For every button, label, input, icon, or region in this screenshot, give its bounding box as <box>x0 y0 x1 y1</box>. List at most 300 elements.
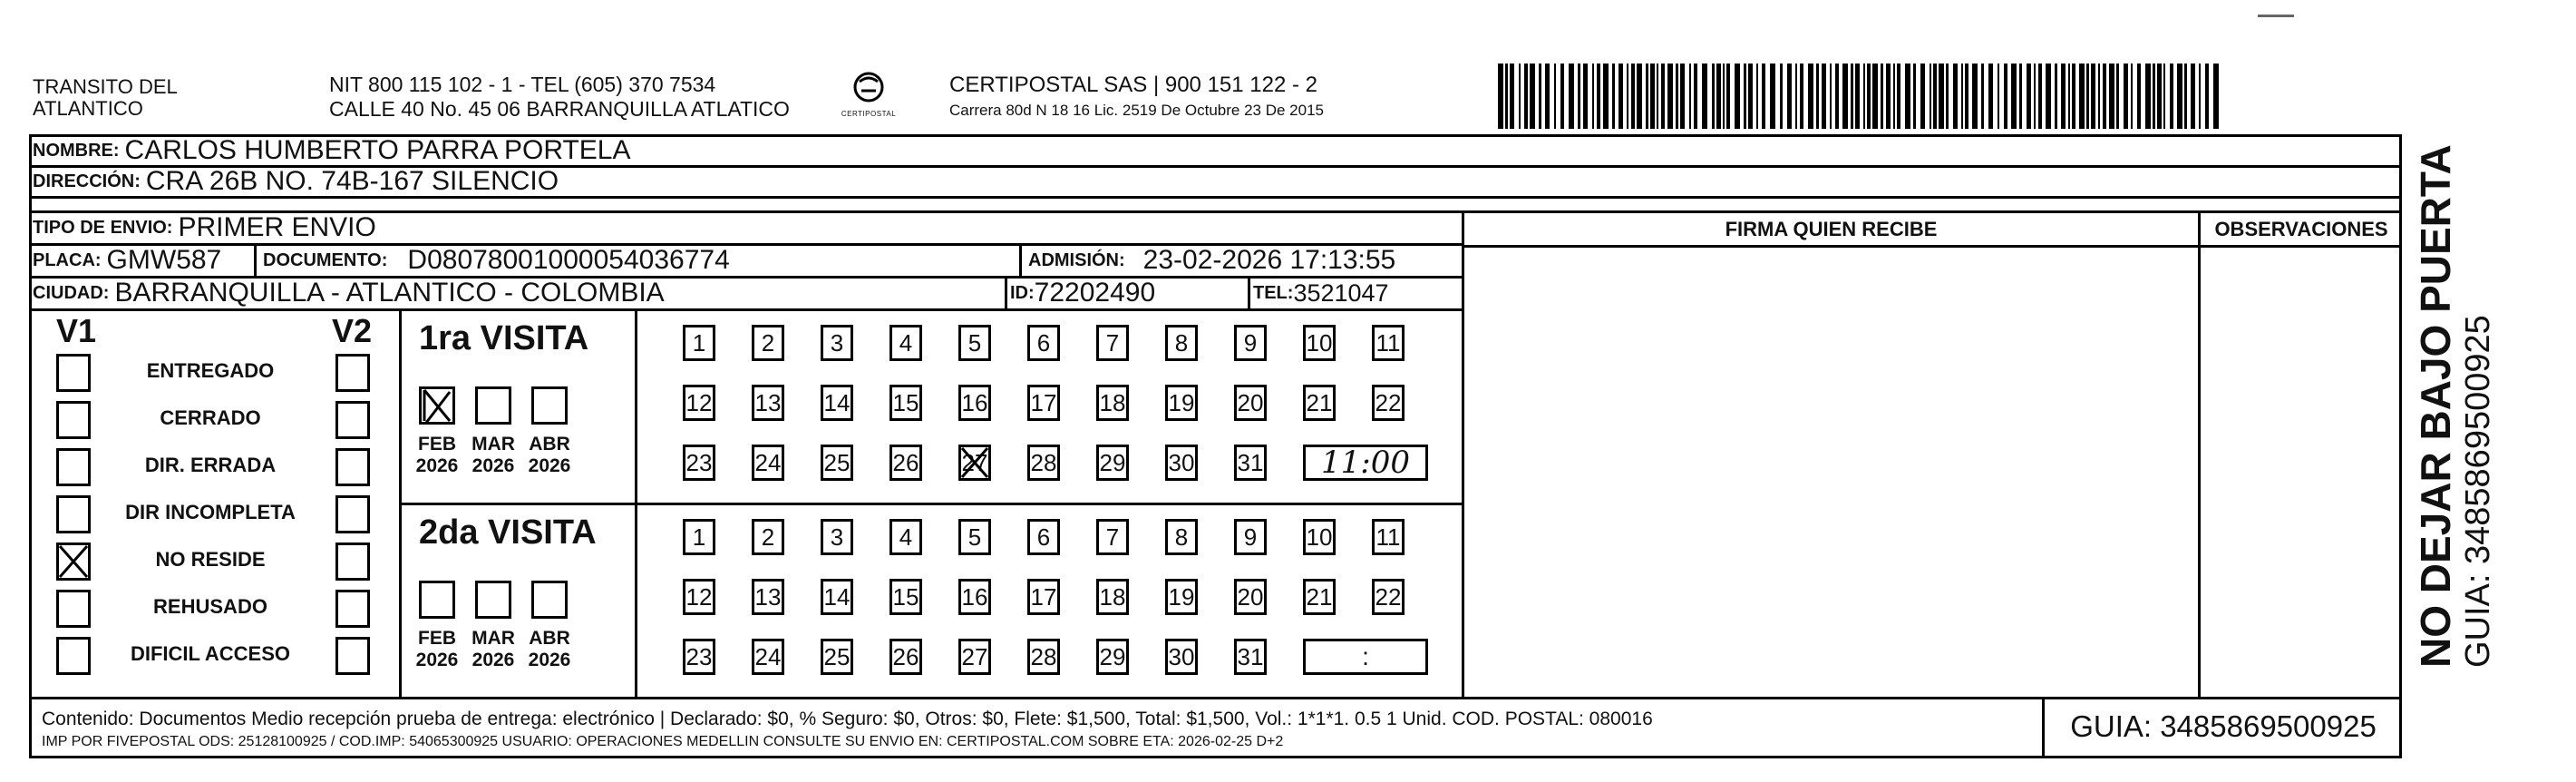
observaciones-area[interactable] <box>2202 249 2400 695</box>
barcode-bar <box>2034 64 2036 129</box>
time-value: 11:00 <box>1321 445 1410 481</box>
day-number: 20 <box>1237 388 1264 416</box>
status-label: ENTREGADO <box>146 359 275 382</box>
month-year: 2026 <box>528 650 571 670</box>
day-box[interactable] <box>1096 325 1129 361</box>
footer-content <box>42 708 1653 753</box>
v1-checkbox[interactable] <box>56 401 91 439</box>
day-box[interactable] <box>752 325 784 361</box>
day-box[interactable] <box>889 639 922 675</box>
barcode-bar <box>1872 64 1878 129</box>
day-number: 23 <box>685 448 713 476</box>
ciudad-row <box>33 278 665 308</box>
tipo-envio-label: TIPO DE ENVIO: <box>33 217 173 238</box>
barcode-bar <box>1619 64 1623 129</box>
barcode-bar <box>1981 64 1984 129</box>
day-number: 1 <box>692 328 706 357</box>
firma-area[interactable] <box>1465 249 2196 695</box>
day-box[interactable] <box>1027 519 1060 555</box>
day-number: 28 <box>1030 448 1057 476</box>
day-box[interactable] <box>683 639 715 675</box>
barcode-bar <box>2177 64 2182 129</box>
barcode-bar <box>1646 64 1648 129</box>
day-number: 27 <box>961 642 988 670</box>
day-number: 6 <box>1036 523 1051 551</box>
barcode-bar <box>1972 64 1978 129</box>
placa-label: PLACA: <box>33 249 102 270</box>
day-box[interactable] <box>1165 639 1198 675</box>
day-box[interactable] <box>1096 579 1129 615</box>
barcode-bar <box>1816 64 1819 129</box>
day-box[interactable] <box>683 519 715 555</box>
day-number: 8 <box>1174 328 1189 357</box>
day-number: 5 <box>967 523 982 551</box>
visit-title: 2da VISITA <box>419 513 597 552</box>
v1-checkbox[interactable] <box>56 495 91 533</box>
day-box[interactable] <box>1303 519 1336 555</box>
barcode-bar <box>1905 64 1910 129</box>
firma-column-border <box>1462 210 1464 697</box>
month-year: 2026 <box>471 455 515 476</box>
day-box[interactable] <box>1027 325 1060 361</box>
day-number: 28 <box>1030 642 1057 670</box>
day-box[interactable] <box>821 579 853 615</box>
v1-checkbox[interactable] <box>56 448 91 486</box>
nombre-row <box>33 136 630 165</box>
barcode-bar <box>2061 64 2066 129</box>
time-box[interactable] <box>1303 445 1428 481</box>
barcode-bar <box>2055 64 2057 129</box>
day-box[interactable] <box>889 445 922 481</box>
footer-line1: Contenido: Documentos Medio recepción prueba de entrega: electrónico | Declarado: $0, % Seguro: $0, Otros: $0, Flete: $1,500, Total: $1,500, Vol.: 1*1*1. 0.5 1 Unid. COD. POSTAL: 080016 <box>42 709 1653 729</box>
day-box[interactable] <box>958 385 991 421</box>
side-warning: NO DEJAR BAJO PUERTA <box>2412 144 2459 668</box>
day-number: 15 <box>892 388 919 416</box>
day-box[interactable] <box>752 579 784 615</box>
v2-checkbox[interactable] <box>335 401 370 439</box>
cell-divider <box>1019 245 1022 276</box>
tel-value: 3521047 <box>1293 279 1389 307</box>
day-number: 4 <box>899 328 913 357</box>
day-box[interactable] <box>683 385 715 421</box>
day-box[interactable] <box>1027 385 1060 421</box>
observaciones-header: OBSERVACIONES <box>2214 218 2388 240</box>
day-box[interactable] <box>1096 639 1129 675</box>
barcode-bar <box>1830 64 1832 129</box>
day-box[interactable] <box>1372 519 1405 555</box>
day-number: 25 <box>823 448 851 476</box>
month-checkbox[interactable] <box>419 386 455 425</box>
day-number: 19 <box>1168 388 1195 416</box>
day-number: 27 <box>961 448 988 476</box>
barcode-bar <box>2163 64 2165 129</box>
day-box[interactable] <box>1027 639 1060 675</box>
ciudad-value: BARRANQUILLA - ATLANTICO - COLOMBIA <box>114 278 665 308</box>
day-number: 19 <box>1168 582 1195 611</box>
v2-checkbox[interactable] <box>335 495 370 533</box>
barcode-bar <box>1657 64 1658 129</box>
day-box[interactable] <box>1303 385 1336 421</box>
day-number: 2 <box>761 328 775 357</box>
day-number: 8 <box>1174 523 1189 551</box>
month-label <box>522 434 577 477</box>
day-number: 13 <box>754 388 782 416</box>
cross-mark-icon <box>958 445 991 481</box>
day-box[interactable] <box>683 325 715 361</box>
day-box[interactable] <box>1096 519 1129 555</box>
day-box[interactable] <box>1372 385 1405 421</box>
barcode-bar <box>1545 64 1550 129</box>
barcode-bar <box>2184 64 2187 129</box>
day-number: 3 <box>830 523 844 551</box>
barcode-bar <box>1780 64 1783 129</box>
nombre-value: CARLOS HUMBERTO PARRA PORTELA <box>124 135 631 165</box>
time-value: : <box>1362 642 1369 670</box>
address-line: CALLE 40 No. 45 06 BARRANQUILLA ATLATICO <box>329 97 790 121</box>
status-label: DIR INCOMPLETA <box>125 501 296 523</box>
barcode-bar <box>1689 64 1691 129</box>
status-label: DIR. ERRADA <box>144 454 277 476</box>
barcode-bar <box>1808 64 1813 129</box>
barcode-bar <box>1637 64 1642 129</box>
month-year: 2026 <box>471 650 515 670</box>
side-text <box>2412 123 2503 668</box>
barcode-bar <box>1920 64 1925 129</box>
day-number: 26 <box>892 642 919 670</box>
day-number: 17 <box>1030 388 1057 416</box>
day-number: 21 <box>1306 388 1333 416</box>
day-number: 6 <box>1036 328 1051 357</box>
company-line: CERTIPOSTAL SAS | 900 151 122 - 2 <box>949 73 1317 97</box>
visit-divider <box>399 503 1462 505</box>
barcode-bar <box>2068 64 2070 129</box>
barcode-bar <box>1988 64 1993 129</box>
barcode-bar <box>1855 64 1860 129</box>
barcode-bar <box>1680 64 1685 129</box>
barcode-bar <box>1744 64 1746 129</box>
barcode-bar <box>2027 64 2031 129</box>
day-box[interactable] <box>1165 445 1198 481</box>
day-box[interactable] <box>1096 385 1129 421</box>
day-box[interactable] <box>1234 639 1267 675</box>
direccion-row <box>33 168 559 195</box>
day-box[interactable] <box>683 445 715 481</box>
day-box[interactable] <box>1096 445 1129 481</box>
day-box[interactable] <box>958 639 991 675</box>
barcode-bar <box>1667 64 1673 129</box>
day-box[interactable] <box>889 385 922 421</box>
day-number: 24 <box>754 642 782 670</box>
cell-divider <box>254 245 257 276</box>
barcode-bar <box>2086 64 2089 129</box>
placa-row <box>33 245 221 276</box>
day-number: 31 <box>1237 642 1264 670</box>
day-number: 10 <box>1306 523 1333 551</box>
day-number: 7 <box>1105 328 1120 357</box>
day-number: 21 <box>1306 582 1333 611</box>
barcode-bar <box>1716 64 1721 129</box>
month-year: 2026 <box>415 455 459 476</box>
day-box[interactable] <box>958 579 991 615</box>
barcode-bar <box>2046 64 2051 129</box>
barcode-bar <box>2213 64 2219 129</box>
barcode-bar <box>1867 64 1871 129</box>
month-year: 2026 <box>528 455 571 476</box>
side-guia: GUIA: 3485869500925 <box>2459 315 2497 668</box>
day-box[interactable] <box>1027 445 1060 481</box>
barcode-bar <box>1946 64 1949 129</box>
day-number: 22 <box>1375 582 1402 611</box>
month-label <box>410 434 464 477</box>
barcode-bar <box>2103 64 2106 129</box>
barcode-bar <box>2109 64 2114 129</box>
day-box[interactable] <box>1234 579 1267 615</box>
barcode-bar <box>1735 64 1740 129</box>
day-box[interactable] <box>1165 519 1198 555</box>
day-box[interactable] <box>958 325 991 361</box>
barcode-bar <box>2116 64 2119 129</box>
v1-checkbox[interactable] <box>56 590 91 628</box>
day-number: 9 <box>1243 523 1258 551</box>
day-number: 14 <box>823 388 851 416</box>
day-number: 29 <box>1099 448 1126 476</box>
barcode-bar <box>1597 64 1600 129</box>
org-contact <box>329 73 790 122</box>
v1-checkbox[interactable] <box>56 637 91 675</box>
day-box[interactable] <box>821 519 853 555</box>
month-checkbox[interactable] <box>531 581 568 619</box>
v2-label: V2 <box>332 312 373 349</box>
barcode-bar <box>1519 64 1521 129</box>
logo-caption: CERTIPOSTAL <box>841 110 897 118</box>
month-label <box>466 434 520 477</box>
barcode <box>1498 64 2226 129</box>
tipo-envio-row <box>33 212 376 243</box>
check-mark-icon <box>419 386 455 425</box>
day-number: 17 <box>1030 582 1057 611</box>
barcode-bar <box>2131 64 2133 129</box>
tel-cell <box>1253 278 1389 308</box>
day-number: 10 <box>1306 328 1333 357</box>
v1-checkbox[interactable] <box>56 543 91 581</box>
day-number: 11 <box>1375 328 1401 357</box>
v2-checkbox[interactable] <box>335 590 370 628</box>
barcode-bar <box>2079 64 2085 129</box>
direccion-label: DIRECCIÓN: <box>33 171 141 191</box>
row-divider <box>29 210 2402 213</box>
month-checkbox[interactable] <box>475 386 511 425</box>
admision-label: ADMISIÓN: <box>1028 249 1125 270</box>
barcode-bar <box>2157 64 2162 129</box>
day-number: 18 <box>1099 582 1126 611</box>
month-name: MAR <box>471 434 515 455</box>
day-box[interactable] <box>1027 579 1060 615</box>
cell-divider <box>1248 278 1250 308</box>
day-number: 16 <box>961 388 988 416</box>
barcode-bar <box>1756 64 1758 129</box>
month-label <box>466 628 520 671</box>
v2-checkbox[interactable] <box>335 543 370 581</box>
day-box[interactable] <box>1165 579 1198 615</box>
day-box[interactable] <box>1372 325 1405 361</box>
barcode-bar <box>1583 64 1588 129</box>
day-box[interactable] <box>1234 519 1267 555</box>
barcode-bar <box>1770 64 1775 129</box>
day-box[interactable] <box>1234 445 1267 481</box>
barcode-bar <box>1726 64 1730 129</box>
barcode-bar <box>1694 64 1697 129</box>
barcode-bar <box>2170 64 2173 129</box>
observaciones-column-border <box>2198 210 2201 697</box>
v2-checkbox[interactable] <box>335 637 370 675</box>
day-number: 23 <box>685 642 713 670</box>
barcode-bar <box>2098 64 2100 129</box>
barcode-bar <box>1961 64 1963 129</box>
month-name: ABR <box>529 628 570 649</box>
day-number: 1 <box>692 523 706 551</box>
admision-cell <box>1028 245 1395 276</box>
barcode-bar <box>1592 64 1594 129</box>
day-box[interactable] <box>889 579 922 615</box>
barcode-bar <box>2004 64 2007 129</box>
barcode-bar <box>1712 64 1715 129</box>
v2-checkbox[interactable] <box>335 354 370 392</box>
admision-value: 23-02-2026 17:13:55 <box>1142 245 1396 275</box>
day-box[interactable] <box>821 385 853 421</box>
status-label: NO RESIDE <box>155 548 266 571</box>
month-checkbox[interactable] <box>475 581 511 619</box>
visit-title: 1ra VISITA <box>419 319 589 357</box>
barcode-bar <box>1612 64 1615 129</box>
footer-divider <box>29 697 2402 699</box>
month-label <box>410 628 464 671</box>
day-box[interactable] <box>752 639 784 675</box>
day-number: 4 <box>899 523 913 551</box>
barcode-bar <box>2205 64 2209 129</box>
documento-label: DOCUMENTO: <box>263 249 388 270</box>
barcode-bar <box>1554 64 1556 129</box>
day-number: 24 <box>754 448 782 476</box>
time-box[interactable] <box>1303 639 1428 675</box>
day-box[interactable] <box>1303 325 1336 361</box>
barcode-bar <box>1800 64 1803 129</box>
placa-value: GMW587 <box>106 245 222 275</box>
org-name <box>33 76 178 120</box>
documento-value: D08078001000054036774 <box>407 245 730 275</box>
day-box[interactable] <box>1165 385 1198 421</box>
barcode-bar <box>1603 64 1609 129</box>
barcode-bar <box>1569 64 1574 129</box>
barcode-bar <box>1498 64 1503 129</box>
day-number: 22 <box>1375 388 1402 416</box>
barcode-bar <box>2038 64 2042 129</box>
footer-line2: IMP POR FIVEPOSTAL ODS: 25128100925 / COD.IMP: 54065300925 USUARIO: OPERACIONES MEDELLIN CONSULTE SU ENVIO EN: CERTIPOSTAL.COM SOBRE ETA: 2026-02-25 D+2 <box>42 734 1284 749</box>
day-box[interactable] <box>752 385 784 421</box>
day-box[interactable] <box>958 519 991 555</box>
day-box[interactable] <box>1165 325 1198 361</box>
day-number: 29 <box>1099 642 1126 670</box>
barcode-bar <box>1965 64 1968 129</box>
certipostal-logo <box>832 69 905 122</box>
barcode-bar <box>1939 64 1944 129</box>
day-number: 11 <box>1375 523 1401 551</box>
barcode-bar <box>1953 64 1958 129</box>
month-name: MAR <box>471 628 515 649</box>
barcode-bar <box>1835 64 1839 129</box>
barcode-bar <box>1702 64 1707 129</box>
org-name-line1: TRANSITO DEL <box>33 75 178 98</box>
day-box[interactable] <box>1372 579 1405 615</box>
barcode-bar <box>1851 64 1853 129</box>
tipo-envio-value: PRIMER ENVIO <box>178 212 376 242</box>
day-number: 20 <box>1237 582 1264 611</box>
tel-label: TEL: <box>1253 282 1294 303</box>
barcode-bar <box>1863 64 1865 129</box>
v1-checkbox[interactable] <box>56 354 91 392</box>
v2-checkbox[interactable] <box>335 448 370 486</box>
license-line: Carrera 80d N 18 16 Lic. 2519 De Octubre 23 De 2015 <box>949 102 1324 119</box>
v1-label: V1 <box>56 312 97 349</box>
month-name: ABR <box>529 434 570 455</box>
nit-line: NIT 800 115 102 - 1 - TEL (605) 370 7534 <box>329 73 716 96</box>
barcode-bar <box>2191 64 2195 129</box>
month-name: FEB <box>418 628 456 649</box>
day-box[interactable] <box>889 519 922 555</box>
day-box[interactable] <box>889 325 922 361</box>
day-box[interactable] <box>1303 579 1336 615</box>
barcode-bar <box>1505 64 1508 129</box>
direccion-value: CRA 26B NO. 74B-167 SILENCIO <box>145 166 559 196</box>
firma-header: FIRMA QUIEN RECIBE <box>1725 218 1938 240</box>
barcode-bar <box>2153 64 2155 129</box>
barcode-bar <box>1631 64 1635 129</box>
day-box[interactable] <box>821 639 853 675</box>
day-box[interactable] <box>683 579 715 615</box>
month-checkbox[interactable] <box>419 581 455 619</box>
status-label: DIFICIL ACCESO <box>130 642 290 665</box>
barcode-bar <box>1842 64 1848 129</box>
day-number: 2 <box>761 523 775 551</box>
barcode-bar <box>1795 64 1797 129</box>
barcode-bar <box>1650 64 1655 129</box>
status-label: CERRADO <box>160 406 261 429</box>
day-box[interactable] <box>1234 385 1267 421</box>
barcode-bar <box>1893 64 1895 129</box>
day-number: 30 <box>1168 448 1195 476</box>
month-name: FEB <box>418 434 456 455</box>
day-box[interactable] <box>752 519 784 555</box>
nombre-label: NOMBRE: <box>33 140 120 161</box>
corner-mark <box>2258 15 2294 17</box>
id-value: 72202490 <box>1034 278 1156 308</box>
day-box[interactable] <box>1234 325 1267 361</box>
day-box[interactable] <box>821 445 853 481</box>
day-number: 3 <box>830 328 844 357</box>
day-box[interactable] <box>958 445 991 481</box>
barcode-bar <box>1933 64 1937 129</box>
day-box[interactable] <box>821 325 853 361</box>
barcode-bar <box>1897 64 1900 129</box>
day-number: 12 <box>685 388 713 416</box>
company-info <box>949 74 1324 122</box>
barcode-bar <box>1560 64 1564 129</box>
barcode-bar <box>1930 64 1931 129</box>
barcode-bar <box>1510 64 1514 129</box>
month-checkbox[interactable] <box>531 386 568 425</box>
day-box[interactable] <box>752 445 784 481</box>
barcode-bar <box>2199 64 2201 129</box>
barcode-bar <box>1913 64 1916 129</box>
